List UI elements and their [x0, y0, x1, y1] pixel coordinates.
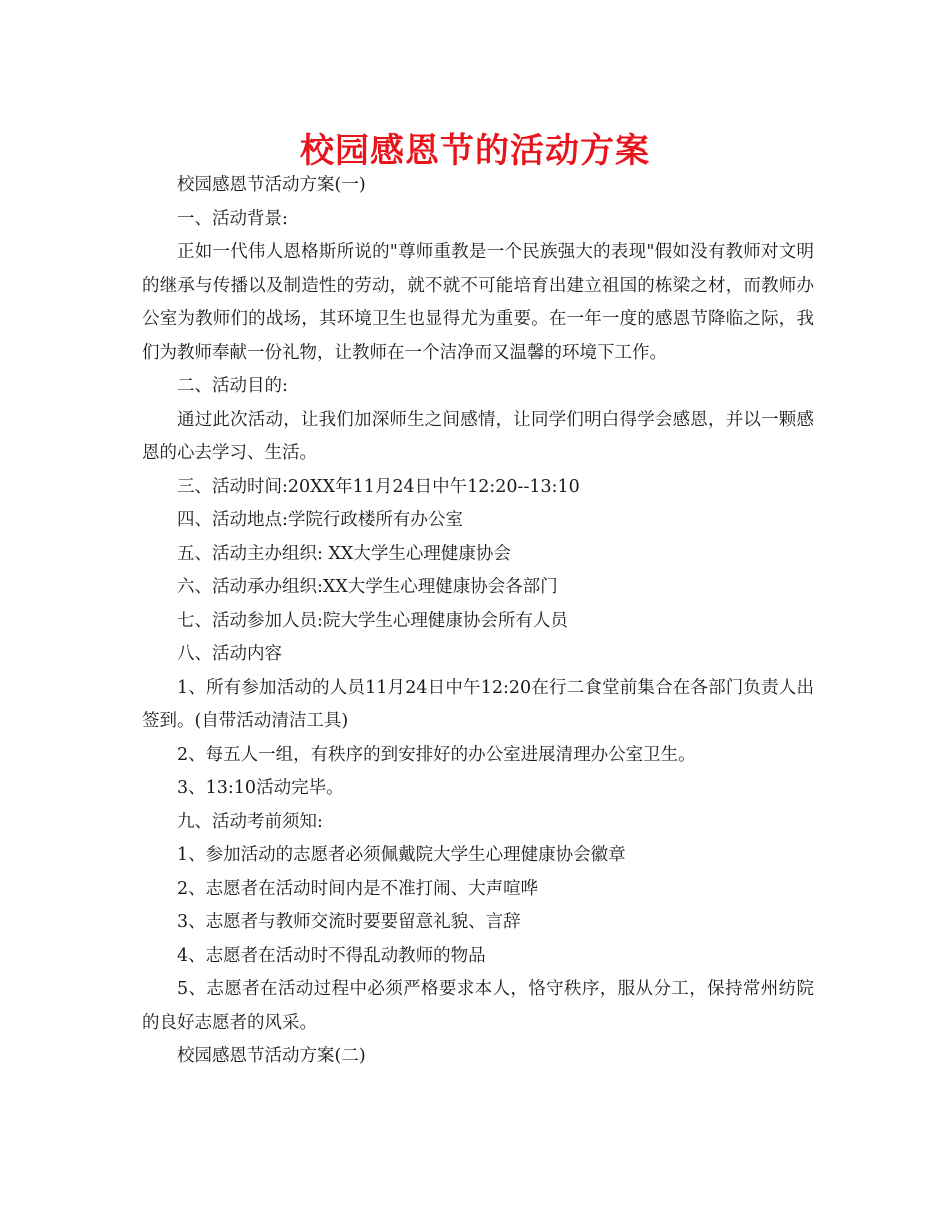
paragraph: 1、所有参加活动的人员11月24日中午12:20在行二食堂前集合在各部门负责人出签到。(自带活动清洁工具)	[142, 677, 814, 731]
paragraph: 三、活动时间:20XX年11月24日中午12:20--13:10	[177, 476, 580, 497]
paragraph: 3、志愿者与教师交流时要要留意礼貌、言辞	[177, 912, 521, 932]
paragraph: 4、志愿者在活动时不得乱动教师的物品	[177, 945, 486, 966]
paragraph: 四、活动地点:学院行政楼所有办公室	[177, 510, 463, 530]
document-title: 校园感恩节的活动方案	[300, 131, 650, 171]
paragraph: 九、活动考前须知:	[177, 811, 323, 832]
paragraph: 五、活动主办组织: XX大学生心理健康协会	[177, 543, 511, 564]
paragraph: 1、参加活动的志愿者必须佩戴院大学生心理健康协会徽章	[177, 845, 626, 865]
paragraph: 2、志愿者在活动时间内是不准打闹、大声喧哗	[177, 878, 539, 899]
paragraph: 校园感恩节活动方案(二)	[177, 1046, 366, 1066]
paragraph: 5、志愿者在活动过程中必须严格要求本人，恪守秩序，服从分工，保持常州纺院的良好志愿者的风采。	[142, 979, 814, 1033]
paragraph: 2、每五人一组，有秩序的到安排好的办公室进展清理办公室卫生。	[177, 744, 696, 765]
paragraph: 七、活动参加人员:院大学生心理健康协会所有人员	[177, 610, 568, 631]
paragraph: 六、活动承办组织:XX大学生心理健康协会各部门	[177, 577, 558, 597]
paragraph: 3、13:10活动完毕。	[177, 778, 344, 798]
paragraph: 通过此次活动，让我们加深师生之间感情，让同学们明白得学会感恩，并以一颗感恩的心去学习、生活。	[142, 409, 814, 463]
paragraph: 一、活动背景:	[177, 208, 288, 229]
paragraph: 二、活动目的:	[177, 376, 288, 396]
paragraph: 八、活动内容	[177, 644, 282, 664]
document-body	[142, 169, 814, 1074]
paragraph: 校园感恩节活动方案(一)	[177, 175, 366, 195]
paragraph: 正如一代伟人恩格斯所说的"尊师重教是一个民族强大的表现"假如没有教师对文明的继承与传播以及制造性的劳动，就不就不可能培育出建立祖国的栋梁之材，而教师办公室为教师们的战场，其环境卫生也显得尤为重要。在一年一度的感恩节降临之际，我们为教师奉献一份礼物，让教师在一个洁净而又温馨的环境下工作。	[142, 242, 814, 363]
